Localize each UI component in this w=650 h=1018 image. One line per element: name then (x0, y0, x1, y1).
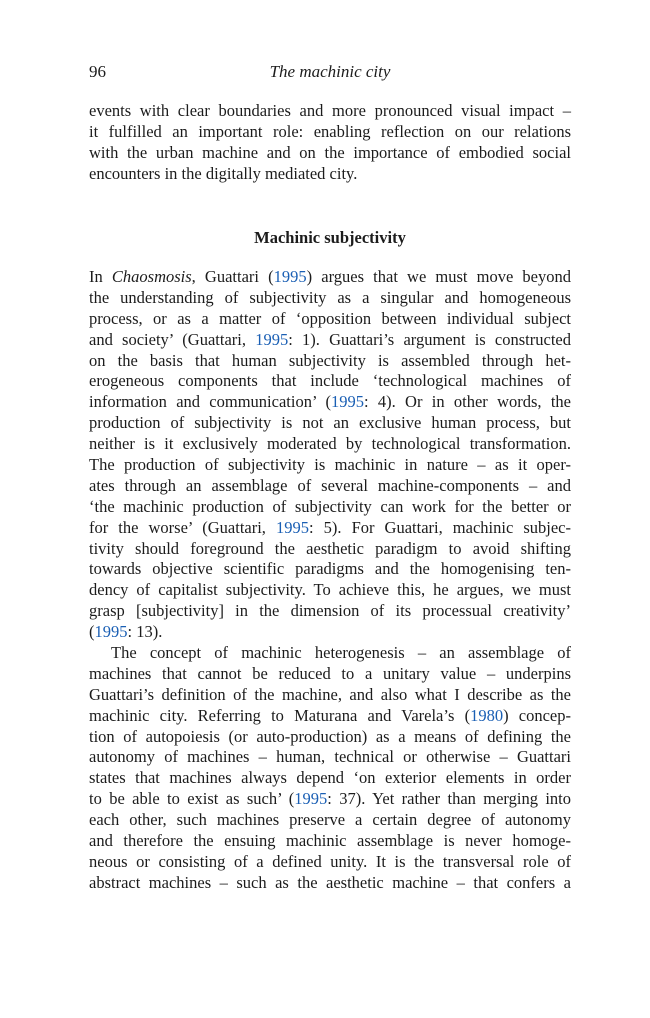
paragraph-1 (89, 267, 571, 643)
running-header (89, 60, 571, 84)
text-line: encounters in the digitally mediated city. (89, 163, 358, 183)
book-title: Chaosmosis (111, 267, 192, 286)
text-line: dency of capitalist subjectivity. To achieve this, he argues, we must (89, 580, 571, 600)
text-line: with the urban machine and on the importance of embodied social (89, 142, 571, 162)
text-line: and therefore the ensuing machinic assemblage is never homoge- (89, 831, 571, 851)
text-line: to be able to exist as such’ (1995: 37). Yet rather than merging into (89, 789, 572, 809)
running-title: The machinic city (269, 62, 391, 81)
text-line: The concept of machinic heterogenesis – an assemblage of (111, 643, 571, 662)
text-line: neither is it exclusively moderated by technological transformation. (89, 434, 571, 454)
section-heading: Machinic subjectivity (254, 228, 406, 247)
text-line: each other, such machines preserve a certain degree of autonomy (89, 810, 571, 830)
citation-link[interactable]: 1995 (94, 622, 128, 642)
text-line: states that machines always depend ‘on exterior elements in order (89, 768, 571, 788)
paragraph-2 (89, 643, 571, 894)
text-line: production of subjectivity is not an exclusive human process, but (89, 413, 571, 433)
text-line: In Chaosmosis, Guattari (1995) argues that we must move beyond (89, 267, 571, 286)
text-line: ates through an assemblage of several machine-components – and (89, 475, 571, 495)
citation-link[interactable]: 1995 (294, 789, 328, 809)
text-line: process, or as a matter of ‘opposition between individual subject (89, 308, 571, 328)
text-line: tivity should foreground the aesthetic paradigm to avoid shifting (89, 538, 571, 558)
citation-link[interactable]: 1995 (273, 267, 307, 286)
text-line: on the basis that human subjectivity is assembled through het- (89, 350, 571, 370)
text-line: towards objective scientific paradigms and the homogenising ten- (89, 559, 571, 579)
citation-link[interactable]: 1995 (276, 517, 309, 537)
text-line: machines that cannot be reduced to a unitary value – underpins (89, 663, 571, 683)
text-line: The production of subjectivity is machinic in nature – as it oper- (89, 455, 571, 475)
text-line: for the worse’ (Guattari, 1995: 5). For Guattari, machinic subjec- (89, 517, 571, 537)
text-line: tion of autopoiesis (or auto-production) as a means of defining the (89, 726, 571, 746)
text-line: grasp [subjectivity] in the dimension of its processual creativity’ (89, 601, 571, 621)
text-line: the understanding of subjectivity as a singular and homogeneous (89, 287, 571, 307)
text-line: abstract machines – such as the aesthetic machine – that confers a (89, 872, 571, 892)
text-line: neous or consisting of a defined unity. It is the transversal role of (89, 851, 571, 871)
text-line: it fulfilled an important role: enabling reflection on our relations (89, 121, 571, 141)
citation-link[interactable]: 1995 (255, 329, 289, 349)
text-line: events with clear boundaries and more pronounced visual impact – (89, 101, 571, 120)
text-line: machinic city. Referring to Maturana and Varela’s (1980) concep- (89, 705, 571, 725)
text-line: (1995: 13). (89, 622, 163, 642)
page-number: 96 (89, 62, 106, 81)
citation-link[interactable]: 1995 (331, 392, 365, 412)
text-line: autonomy of machines – human, technical or otherwise – Guattari (89, 747, 571, 767)
intro-paragraph (89, 101, 571, 185)
text-line: information and communication’ (1995: 4). Or in other words, the (89, 392, 571, 412)
text-line: Guattari’s definition of the machine, and also what I describe as the (89, 684, 571, 704)
citation-link[interactable]: 1980 (470, 705, 504, 725)
text-line: ‘the machinic production of subjectivity can work for the better or (89, 496, 571, 516)
text-line: erogeneous components that include ‘technological machines of (89, 371, 571, 391)
text-line: and society’ (Guattari, 1995: 1). Guattari’s argument is constructed (89, 329, 571, 349)
